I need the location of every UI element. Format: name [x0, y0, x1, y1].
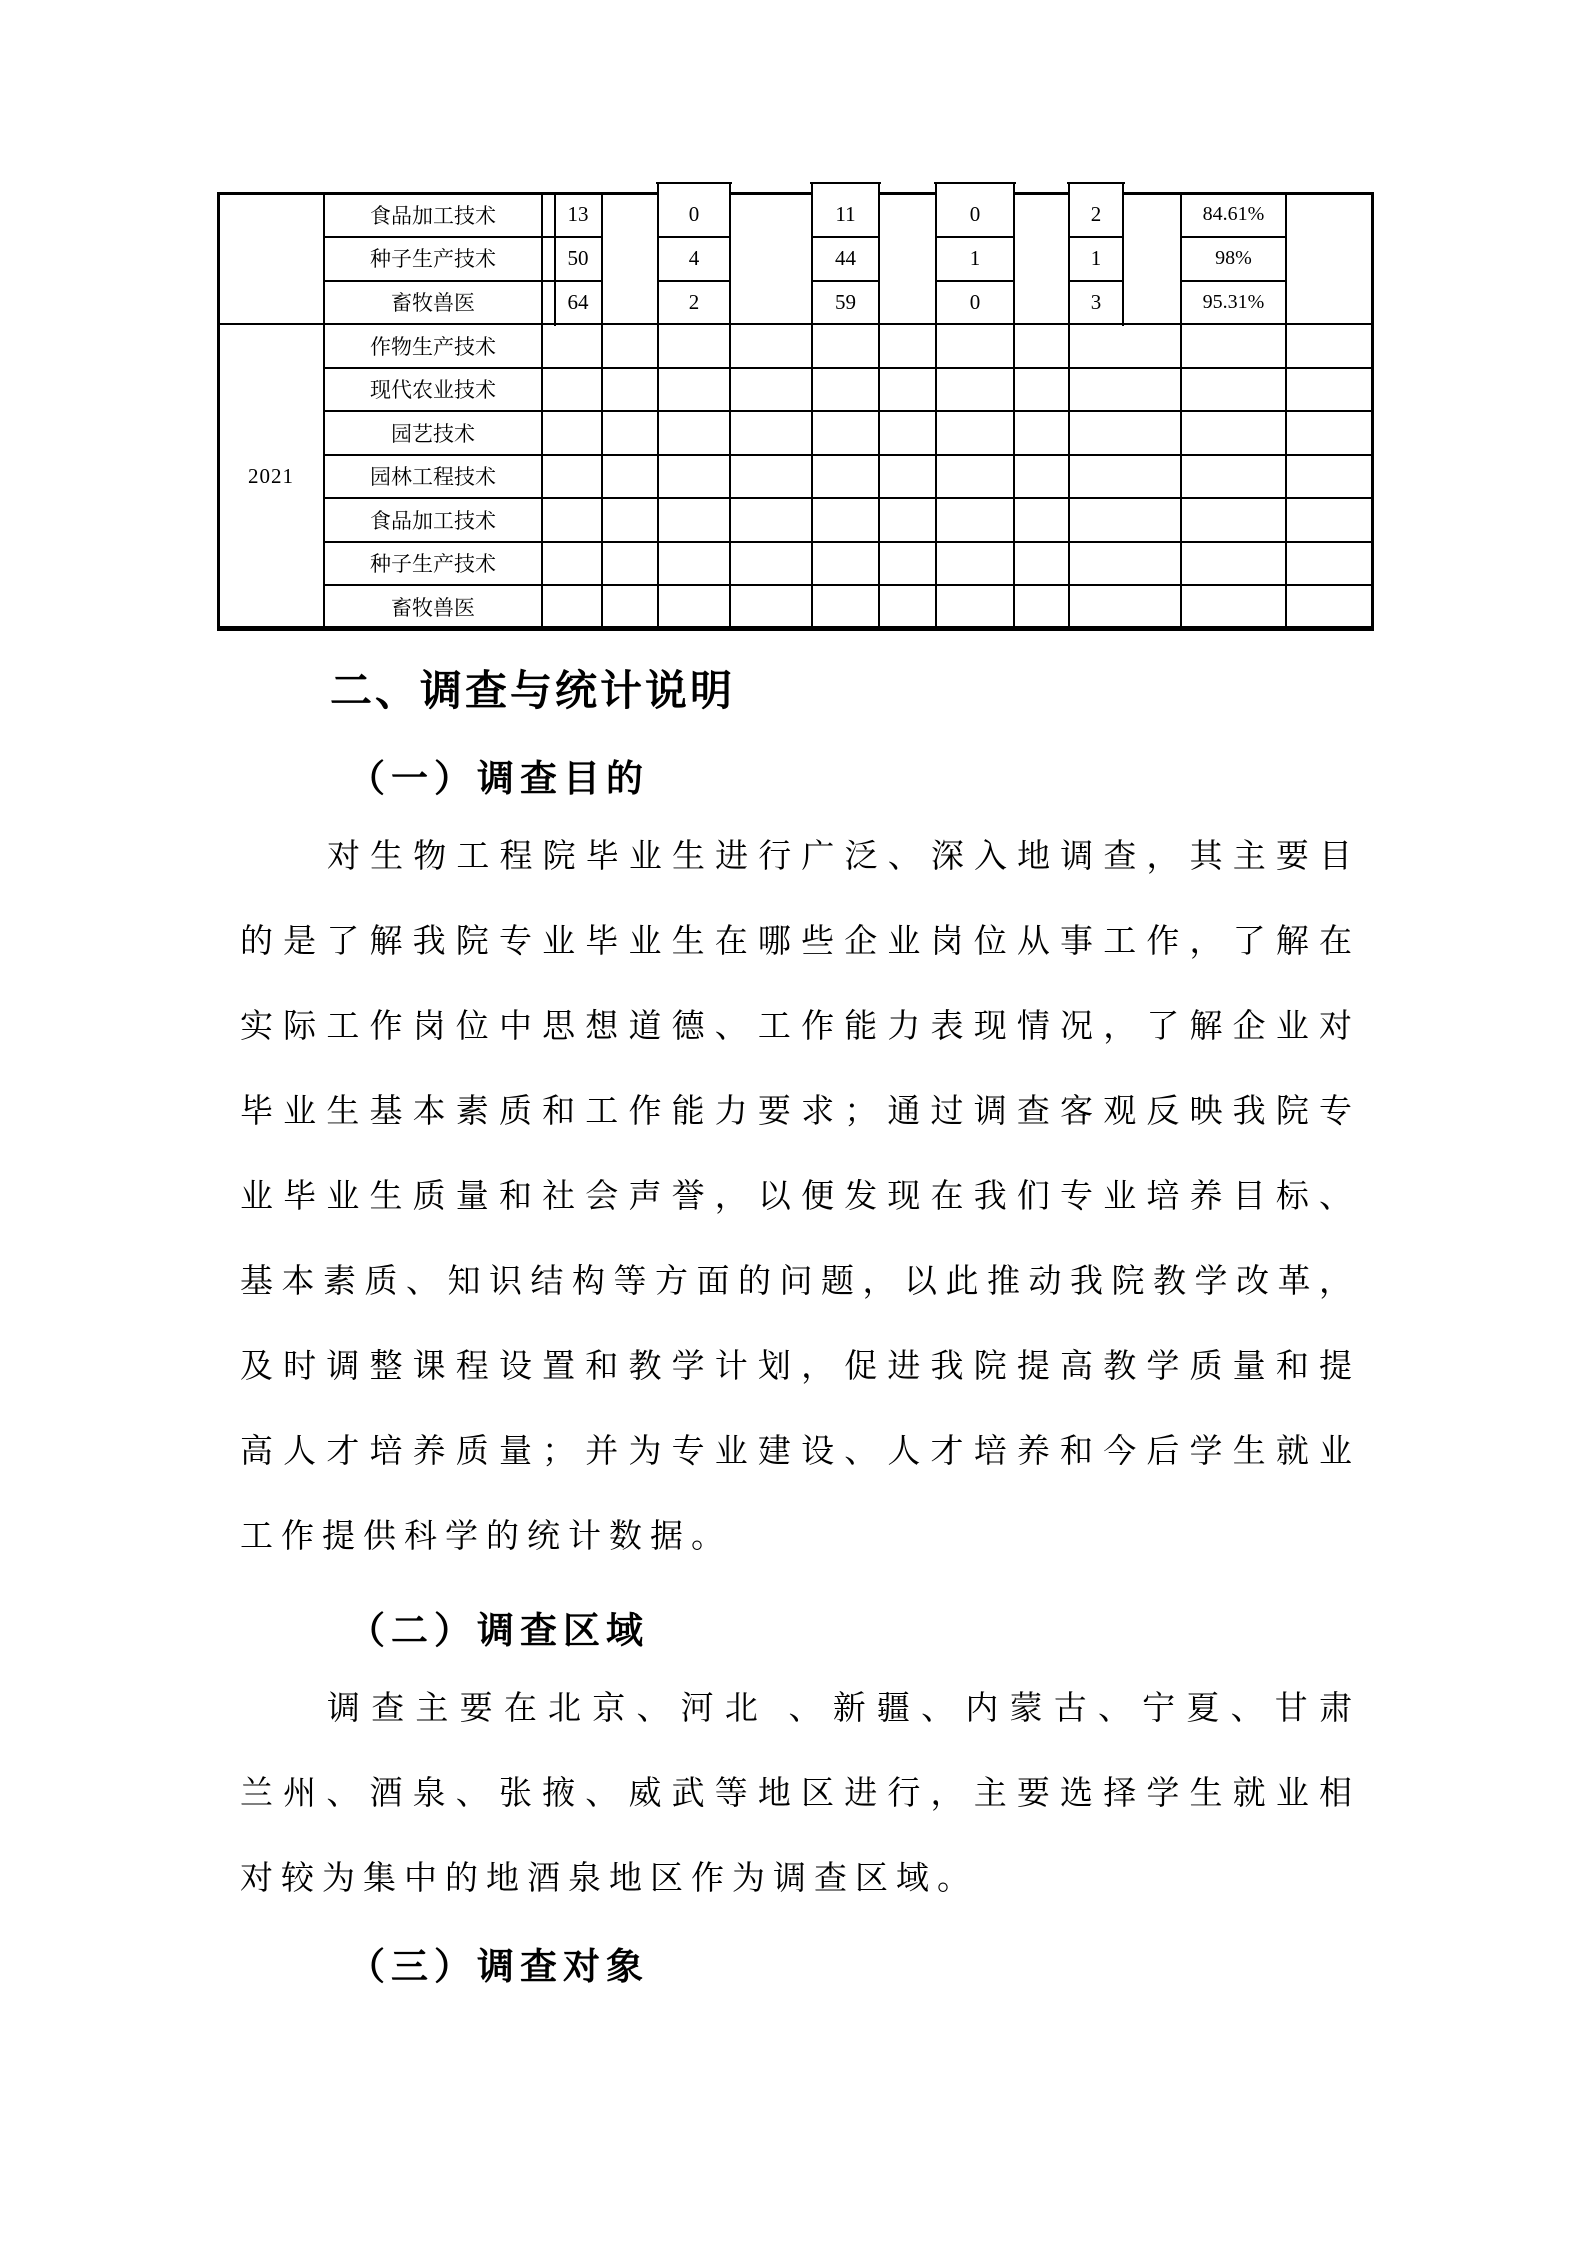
grid-line-horizontal: [323, 236, 603, 238]
table-cell-value: 4: [688, 245, 700, 270]
grid-line-vertical: [935, 184, 937, 628]
table-cell-value: 59: [835, 289, 856, 314]
grid-line-horizontal: [1067, 182, 1125, 184]
grid-line-vertical: [1013, 184, 1015, 628]
subsection-heading-3: （三）调查对象: [348, 1947, 649, 1988]
grid-line-horizontal: [1015, 192, 1069, 195]
table-cell-value: 1: [969, 245, 981, 270]
table-cell-rate: 95.31%: [1202, 290, 1265, 313]
table-cell-value: 0: [969, 202, 981, 226]
grid-line-vertical: [1122, 184, 1124, 326]
grid-line-horizontal: [1068, 236, 1124, 238]
grid-line-vertical: [729, 184, 731, 628]
table-cell-name: 食品加工技术: [370, 508, 496, 533]
paragraph-line: 对较为集中的地酒泉地区作为调查区域。: [240, 1861, 978, 1897]
paragraph-line: 基本素质、知识结构等方面的问题，以此推动我院教学改革，: [240, 1264, 1360, 1300]
grid-line-horizontal: [880, 192, 936, 195]
grid-line-horizontal: [323, 410, 1372, 412]
grid-line-horizontal: [810, 182, 881, 184]
paragraph-line: 的是了解我院专业毕业生在哪些企业岗位从事工作，了解在: [240, 924, 1360, 960]
paragraph-line: 兰州、酒泉、张掖、威武等地区进行，主要选择学生就业相: [240, 1776, 1360, 1812]
paragraph-line: 对生物工程院毕业生进行广泛、深入地调查，其主要目: [327, 839, 1360, 875]
table-cell-total: 13: [567, 202, 589, 226]
grid-line-horizontal: [323, 367, 1372, 369]
table-cell-name: 作物生产技术: [370, 334, 496, 359]
table-cell-name: 畜牧兽医: [391, 291, 475, 315]
table-cell-total: 64: [567, 289, 589, 314]
grid-line-vertical: [1068, 184, 1070, 628]
grid-line-horizontal: [657, 236, 731, 238]
grid-line-horizontal: [217, 192, 658, 195]
grid-line-horizontal: [1180, 236, 1287, 238]
table-cell-rate: 98%: [1215, 246, 1252, 269]
grid-line-vertical: [554, 193, 556, 326]
table-cell-year: 2021: [248, 463, 294, 488]
paragraph-line: 工作提供科学的统计数据。: [240, 1519, 732, 1555]
table-cell-value: 0: [688, 202, 700, 226]
grid-line-horizontal: [1068, 280, 1124, 282]
table-cell-value: 2: [1090, 202, 1102, 226]
table-cell-value: 2: [688, 289, 700, 314]
grid-line-horizontal: [323, 584, 1372, 586]
table-cell-name: 食品加工技术: [370, 203, 496, 228]
grid-line-vertical: [657, 184, 659, 628]
grid-line-horizontal: [1180, 280, 1287, 282]
grid-line-horizontal: [935, 280, 1015, 282]
subsection-heading-2: （二）调查区域: [348, 1611, 649, 1652]
paragraph-line: 高人才培养质量；并为专业建设、人才培养和今后学生就业: [240, 1434, 1360, 1470]
grid-line-horizontal: [811, 280, 880, 282]
grid-line-horizontal: [323, 497, 1372, 499]
grid-line-vertical: [878, 184, 880, 628]
grid-line-horizontal: [657, 280, 731, 282]
table-cell-name: 种子生产技术: [370, 552, 496, 576]
paragraph-line: 业毕业生质量和社会声誉，以便发现在我们专业培养目标、: [240, 1179, 1360, 1215]
table-cell-value: 11: [835, 202, 856, 226]
grid-line-horizontal: [217, 323, 1374, 325]
table-cell-name: 现代农业技术: [370, 378, 496, 402]
grid-line-horizontal: [934, 182, 1016, 184]
grid-line-horizontal: [731, 192, 812, 195]
grid-line-horizontal: [656, 182, 732, 184]
grid-line-vertical: [811, 184, 813, 628]
grid-line-horizontal: [935, 236, 1015, 238]
paragraph-line: 及时调整课程设置和教学计划，促进我院提高教学质量和提: [240, 1349, 1360, 1385]
paragraph-line: 毕业生基本素质和工作能力要求；通过调查客观反映我院专: [240, 1094, 1360, 1130]
table-cell-rate: 84.61%: [1202, 203, 1265, 225]
grid-line-horizontal: [217, 626, 1374, 631]
table-cell-value: 0: [969, 289, 981, 314]
table-cell-name: 种子生产技术: [370, 247, 496, 271]
grid-line-horizontal: [323, 280, 603, 282]
grid-line-horizontal: [811, 236, 880, 238]
grid-line-horizontal: [1124, 192, 1374, 195]
paragraph-line: 调查主要在北京、河北 、新疆、内蒙古、宁夏、甘肃: [327, 1691, 1360, 1727]
grid-line-vertical: [1371, 193, 1374, 631]
grid-line-vertical: [217, 193, 220, 631]
table-cell-value: 3: [1090, 289, 1102, 314]
table-cell-name: 畜牧兽医: [391, 595, 475, 620]
grid-line-horizontal: [323, 541, 1372, 543]
table-cell-name: 园林工程技术: [370, 465, 496, 489]
grid-line-horizontal: [323, 454, 1372, 456]
table-cell-value: 44: [835, 245, 856, 270]
subsection-heading-1: （一）调查目的: [348, 759, 649, 800]
paragraph-line: 实际工作岗位中思想道德、工作能力表现情况，了解企业对: [240, 1009, 1360, 1045]
section-heading-main: 二、调查与统计说明: [330, 667, 736, 714]
table-cell-value: 1: [1090, 245, 1102, 270]
table-cell-total: 50: [567, 245, 589, 270]
table-cell-name: 园艺技术: [391, 421, 475, 446]
